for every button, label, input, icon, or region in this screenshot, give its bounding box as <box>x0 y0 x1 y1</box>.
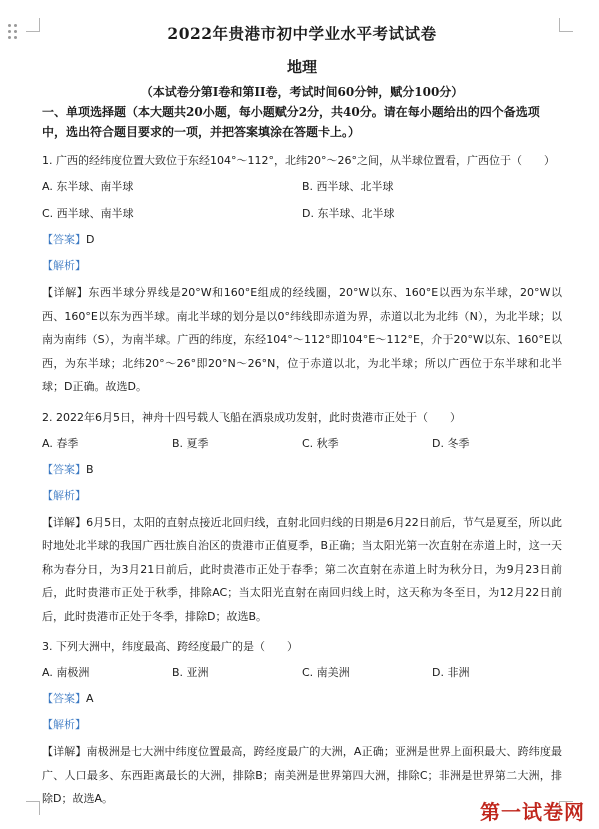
page-corner-mark <box>26 801 40 815</box>
option-b: B. 夏季 <box>172 436 209 450</box>
option-c: C. 南美洲 <box>302 666 350 679</box>
option-a: A. 春季 <box>42 436 79 450</box>
option-b: B. 西半球、北半球 <box>302 180 394 193</box>
exam-meta: （本试卷分第I卷和第II卷，考试时间60分钟，赋分100分） <box>140 85 464 99</box>
question-stem: 2. 2022年6月5日，神舟十四号载人飞船在酒泉成功发射，此时贵港市正处于（ ） <box>42 410 461 424</box>
option-d: D. 冬季 <box>432 436 470 450</box>
option-d: D. 非洲 <box>432 666 470 679</box>
analysis-label: 【解析】 <box>42 259 86 272</box>
answer-line <box>42 229 562 251</box>
question-stem: 3. 下列大洲中，纬度最高、跨经度最广的是（ ） <box>42 640 298 653</box>
analysis-label: 【解析】 <box>42 718 86 731</box>
option-a: A. 南极洲 <box>42 666 90 679</box>
answer-line <box>42 459 562 481</box>
options <box>42 433 562 455</box>
answer-label: 【答案】 <box>42 692 86 705</box>
drag-handle-icon[interactable] <box>8 24 18 40</box>
exam-title: 2022年贵港市初中学业水平考试试卷 <box>167 24 437 43</box>
detail-text: 【详解】东西半球分界线是20°W和160°E组成的经线圈，20°W以东、160°E以西为东半球，20°W以西、160°E以东为西半球。南北半球的划分是以0°纬线即赤道为界，赤道以北为北纬（N），为北半球；以南为南纬（S），为南半球。广西的纬度，东经104°～112°即104°E～112°E，介于20°W以东、160°E以西，为东半球；北纬20°～26°即20°N～26°N，位于赤道以北，为北半球；所以广西位于东半球和北半球；D正确。故选D。 <box>42 286 562 393</box>
option-d: D. 东半球、北半球 <box>302 207 395 220</box>
question-1 <box>42 150 562 399</box>
document-page <box>42 22 562 811</box>
option-c: C. 西半球、南半球 <box>42 207 134 220</box>
option-a: A. 东半球、南半球 <box>42 180 134 193</box>
detail-text: 【详解】南极洲是七大洲中纬度位置最高，跨经度最广的大洲，A正确；亚洲是世界上面积最大、跨纬度最广、人口最多、东西距离最长的大洲，排除B；南美洲是世界第四大洲，排除C；非洲是世界第二大洲，排除D；故选A。 <box>42 745 562 805</box>
page-corner-mark <box>26 18 40 32</box>
question-2 <box>42 407 562 629</box>
answer-label: 【答案】 <box>42 233 86 246</box>
answer-value: B <box>86 462 94 476</box>
answer-value: D <box>86 233 95 246</box>
site-watermark: 第一试卷网 <box>480 800 585 824</box>
analysis-label: 【解析】 <box>42 488 86 502</box>
options <box>42 662 562 684</box>
exam-subject: 地理 <box>286 58 317 76</box>
section-heading: 一、单项选择题（本大题共20小题，每小题赋分2分，共40分。请在每小题给出的四个备选项中，选出符合题目要求的一项，并把答案填涂在答题卡上。） <box>42 105 540 139</box>
question-3 <box>42 636 562 811</box>
answer-label: 【答案】 <box>42 462 86 476</box>
answer-line <box>42 688 562 710</box>
question-stem: 1. 广西的经纬度位置大致位于东经104°～112°，北纬20°～26°之间，从半球位置看，广西位于（ ） <box>42 154 555 167</box>
option-b: B. 亚洲 <box>172 666 209 679</box>
options <box>42 176 562 225</box>
answer-value: A <box>86 692 94 705</box>
detail-text: 【详解】6月5日，太阳的直射点接近北回归线，直射北回归线的日期是6月22日前后，节气是夏至，所以此时地处北半球的我国广西壮族自治区的贵港市正值夏季，B正确；当太阳光第一次直射在赤道上时，这一天称为春分日，为3月21日前后，此时贵港市正处于春季；第二次直射在赤道上时为秋分日，为9月23日前后，此时贵港市正处于秋季，排除AC；当太阳光直射在南回归线上时，这天称为冬至日，为12月22日前后，此时贵港市正处于冬季，排除D；故选B。 <box>42 515 562 623</box>
option-c: C. 秋季 <box>302 436 339 450</box>
